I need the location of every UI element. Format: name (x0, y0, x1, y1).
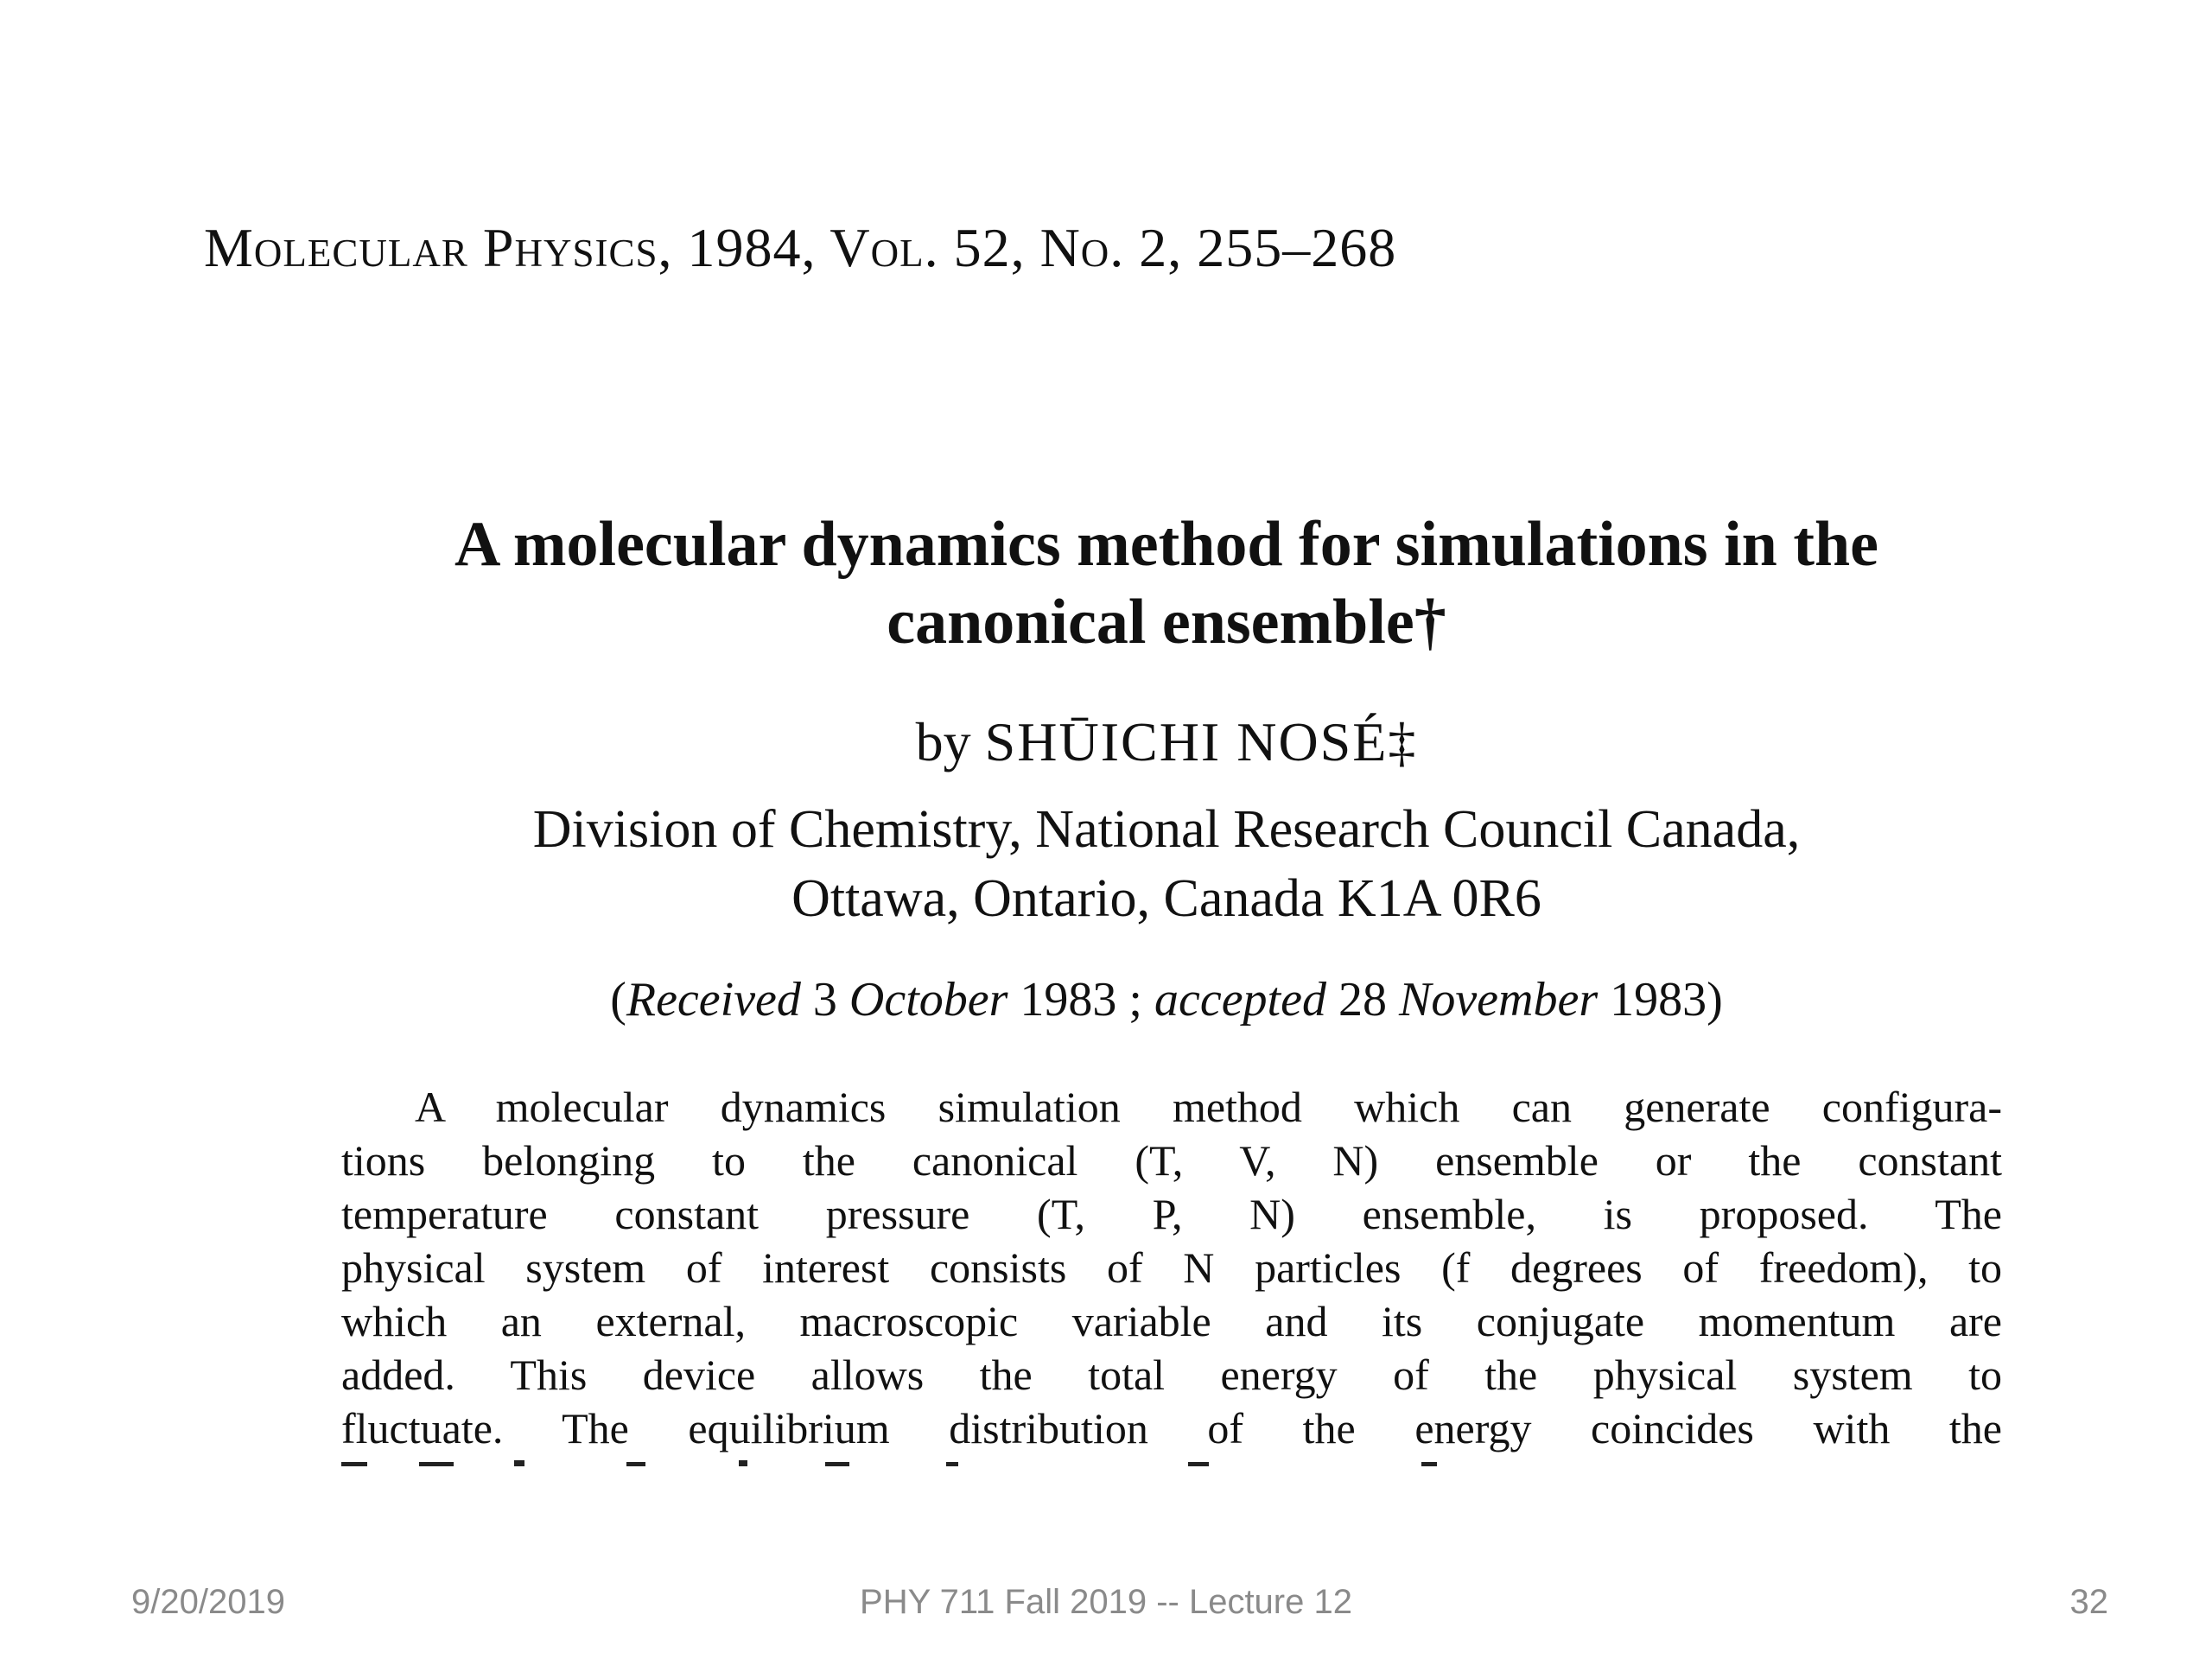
abstract-line: A molecular dynamics simulation method which can generate configura- (415, 1083, 2002, 1131)
footer-date: 9/20/2019 (131, 1583, 285, 1621)
received-day: 3 (812, 973, 837, 1027)
abstract-line: temperature constant pressure (T, P, N) ensemble, is proposed. The (341, 1190, 2002, 1238)
received-accepted-dates (311, 972, 2022, 1027)
author-name: SHŪICHI NOSÉ‡ (984, 711, 1418, 772)
abstract (341, 1080, 2002, 1455)
glyph-fragment (739, 1460, 747, 1466)
cropped-text-fragments (341, 1460, 2002, 1467)
glyph-fragment (825, 1462, 849, 1466)
glyph-fragment (946, 1462, 958, 1466)
footer-page-number: 32 (2069, 1583, 2108, 1621)
abstract-line: tions belonging to the canonical (T, V, N) ensemble or the constant (341, 1136, 2002, 1185)
journal-citation: Molecular Physics, 1984, Vol. 52, No. 2, 255–268 (204, 217, 1397, 278)
accepted-year: 1983) (1610, 973, 1723, 1027)
accepted-month: November (1398, 973, 1599, 1027)
glyph-fragment (514, 1460, 524, 1466)
received-month: October (849, 973, 1008, 1027)
footer-lecture-title: PHY 711 Fall 2019 -- Lecture 12 (860, 1583, 1352, 1621)
paper-title-line-1: A molecular dynamics method for simulations in the (454, 509, 1878, 580)
glyph-fragment (1188, 1462, 1209, 1466)
accepted-day: 28 (1338, 973, 1387, 1027)
glyph-fragment (1421, 1462, 1437, 1466)
abstract-line: fluctuate. The equilibrium distribution of the energy coincides with the (341, 1404, 2002, 1452)
paper-title-line-2: canonical ensemble† (887, 587, 1446, 658)
author-prefix: by (915, 711, 971, 772)
accepted-label: accepted (1154, 973, 1326, 1027)
received-year: 1983 ; (1020, 973, 1142, 1027)
affiliation-line-2: Ottawa, Ontario, Canada K1A 0R6 (791, 869, 1541, 928)
glyph-fragment (341, 1462, 367, 1466)
glyph-fragment (626, 1462, 645, 1466)
abstract-line: which an external, macroscopic variable and its conjugate momentum are (341, 1297, 2002, 1345)
paper-author (311, 710, 2022, 774)
open-paren: ( (610, 973, 626, 1027)
paper-title (311, 505, 2022, 661)
received-label: Received (626, 973, 801, 1027)
glyph-fragment (419, 1462, 454, 1466)
affiliation-line-1: Division of Chemistry, National Research Council Canada, (532, 800, 1801, 859)
abstract-line: physical system of interest consists of N particles (f degrees of freedom), to (341, 1243, 2002, 1292)
abstract-line: added. This device allows the total energy of the physical system to (341, 1351, 2002, 1399)
author-affiliation (311, 795, 2022, 933)
